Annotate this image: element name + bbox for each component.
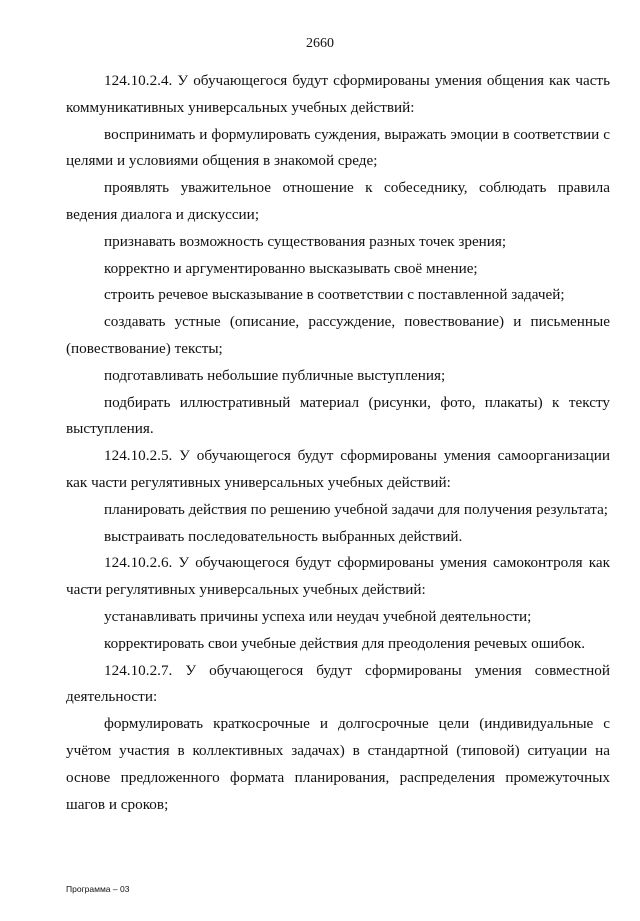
list-item: подготавливать небольшие публичные выступления; [104, 366, 446, 384]
list-item: выстраивать последовательность выбранных действий. [104, 527, 463, 545]
list-item: корректно и аргументированно высказывать своё мнение; [104, 259, 478, 277]
list-item: устанавливать причины успеха или неудач учебной деятельности; [104, 607, 532, 625]
list-item: проявлять уважительное отношение к собеседнику, соблюдать правила ведения диалога и дискуссии; [66, 179, 610, 223]
list-item: воспринимать и формулировать суждения, выражать эмоции в соответствии с целями и условиями общения в знакомой среде; [66, 125, 610, 170]
list-item: формулировать краткосрочные и долгосрочные цели (индивидуальные с учётом участия в коллективных задачах) в стандартной (типовой) ситуации на основе предложенного формата планирования, распределения промежуточных шагов и сроков; [66, 715, 610, 813]
clause-124-10-2-4: 124.10.2.4. У обучающегося будут сформированы умения общения как часть коммуникативных универсальных учебных действий: [66, 72, 610, 116]
page-number: 2660 [306, 36, 334, 51]
list-item: создавать устные (описание, рассуждение, повествование) и письменные (повествование) тексты; [66, 313, 610, 357]
list-item: признавать возможность существования разных точек зрения; [104, 232, 507, 250]
clause-124-10-2-6: 124.10.2.6. У обучающегося будут сформированы умения самоконтроля как части регулятивных универсальных учебных действий: [66, 554, 610, 599]
list-item: строить речевое высказывание в соответствии с поставленной задачей; [104, 286, 565, 304]
document-body [66, 68, 610, 818]
list-item: корректировать свои учебные действия для преодоления речевых ошибок. [104, 634, 586, 652]
footer-label: Программа – 03 [66, 884, 130, 894]
list-item: планировать действия по решению учебной задачи для получения результата; [104, 500, 609, 518]
clause-124-10-2-5: 124.10.2.5. У обучающегося будут сформированы умения самоорганизации как части регулятивных универсальных учебных действий: [66, 447, 610, 491]
list-item: подбирать иллюстративный материал (рисунки, фото, плакаты) к тексту выступления. [66, 393, 610, 438]
clause-124-10-2-7: 124.10.2.7. У обучающегося будут сформированы умения совместной деятельности: [66, 661, 610, 706]
